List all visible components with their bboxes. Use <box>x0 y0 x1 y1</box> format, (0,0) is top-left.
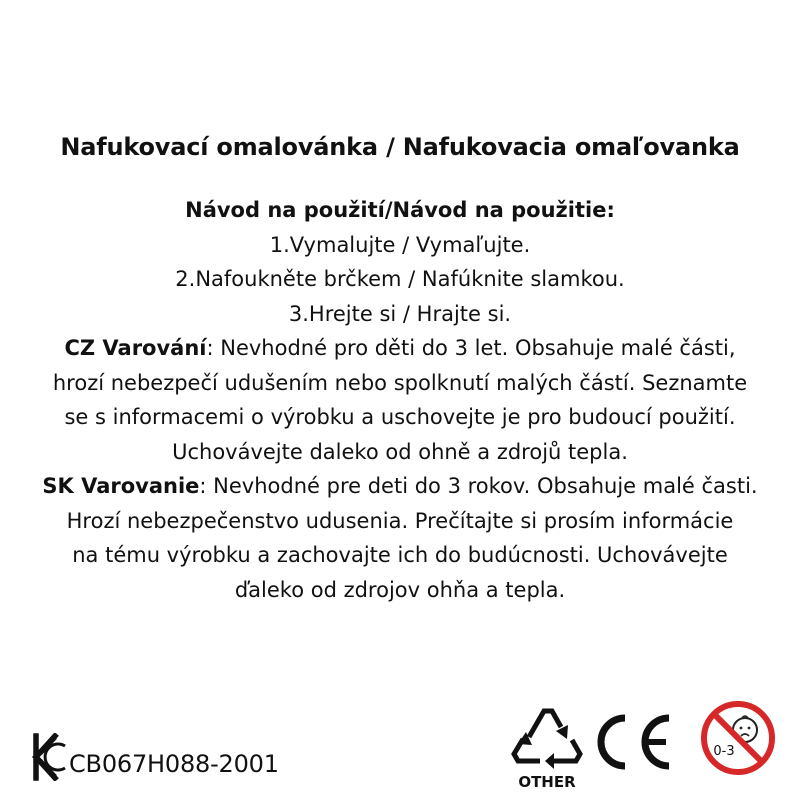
cz-warning-line <box>0 331 800 366</box>
cz-warning-line: se s informacemi o výrobku a uschovejte je pro budoucí použití. <box>64 405 736 429</box>
sk-warning-line: Hrozí nebezpečenstvo udusenia. Prečítajte si prosím informácie <box>66 508 734 533</box>
sk-warning-line <box>0 469 800 504</box>
age-warning-text: 0-3 <box>713 744 735 759</box>
instructions-and-warnings <box>0 193 800 607</box>
instructions-heading: Návod na použití/Návod na použitie: <box>185 198 615 222</box>
recycle-other-label: OTHER <box>518 773 576 791</box>
certificate-code: CB067H088-2001 <box>69 750 279 778</box>
kc-certification-icon <box>32 733 66 781</box>
instruction-step: 2.Nafoukněte brčkem / Nafúknite slamkou. <box>175 267 625 291</box>
sk-warning-label: SK Varovanie <box>42 474 200 498</box>
page-title: Nafukovací omalovánka / Nafukovacia omaľovanka <box>60 133 740 161</box>
ce-mark-icon <box>590 713 672 771</box>
recycle-triangle-icon <box>510 703 584 769</box>
not-for-under-3-icon <box>700 700 776 776</box>
sk-warning-text: : Nevhodné pre deti do 3 rokov. Obsahuje malé časti. <box>199 474 758 498</box>
cz-warning-text: : Nevhodné pro děti do 3 let. Obsahuje malé části, <box>206 336 736 360</box>
instruction-step: 3.Hrejte si / Hrajte si. <box>288 301 512 326</box>
cz-warning-line: hrozí nebezpečí udušením nebo spolknutí malých částí. Seznamte <box>52 370 748 395</box>
sk-warning-line: ďaleko od zdrojov ohňa a tepla. <box>234 577 566 602</box>
instruction-step: 1.Vymalujte / Vymaľujte. <box>269 232 531 257</box>
sk-warning-line: na tému výrobku a zachovajte ich do budúcnosti. Uchovávejte <box>72 543 728 567</box>
cz-warning-line: Uchovávejte daleko od ohně a zdrojů tepla. <box>172 439 628 464</box>
cz-warning-label: CZ Varování <box>64 336 207 360</box>
